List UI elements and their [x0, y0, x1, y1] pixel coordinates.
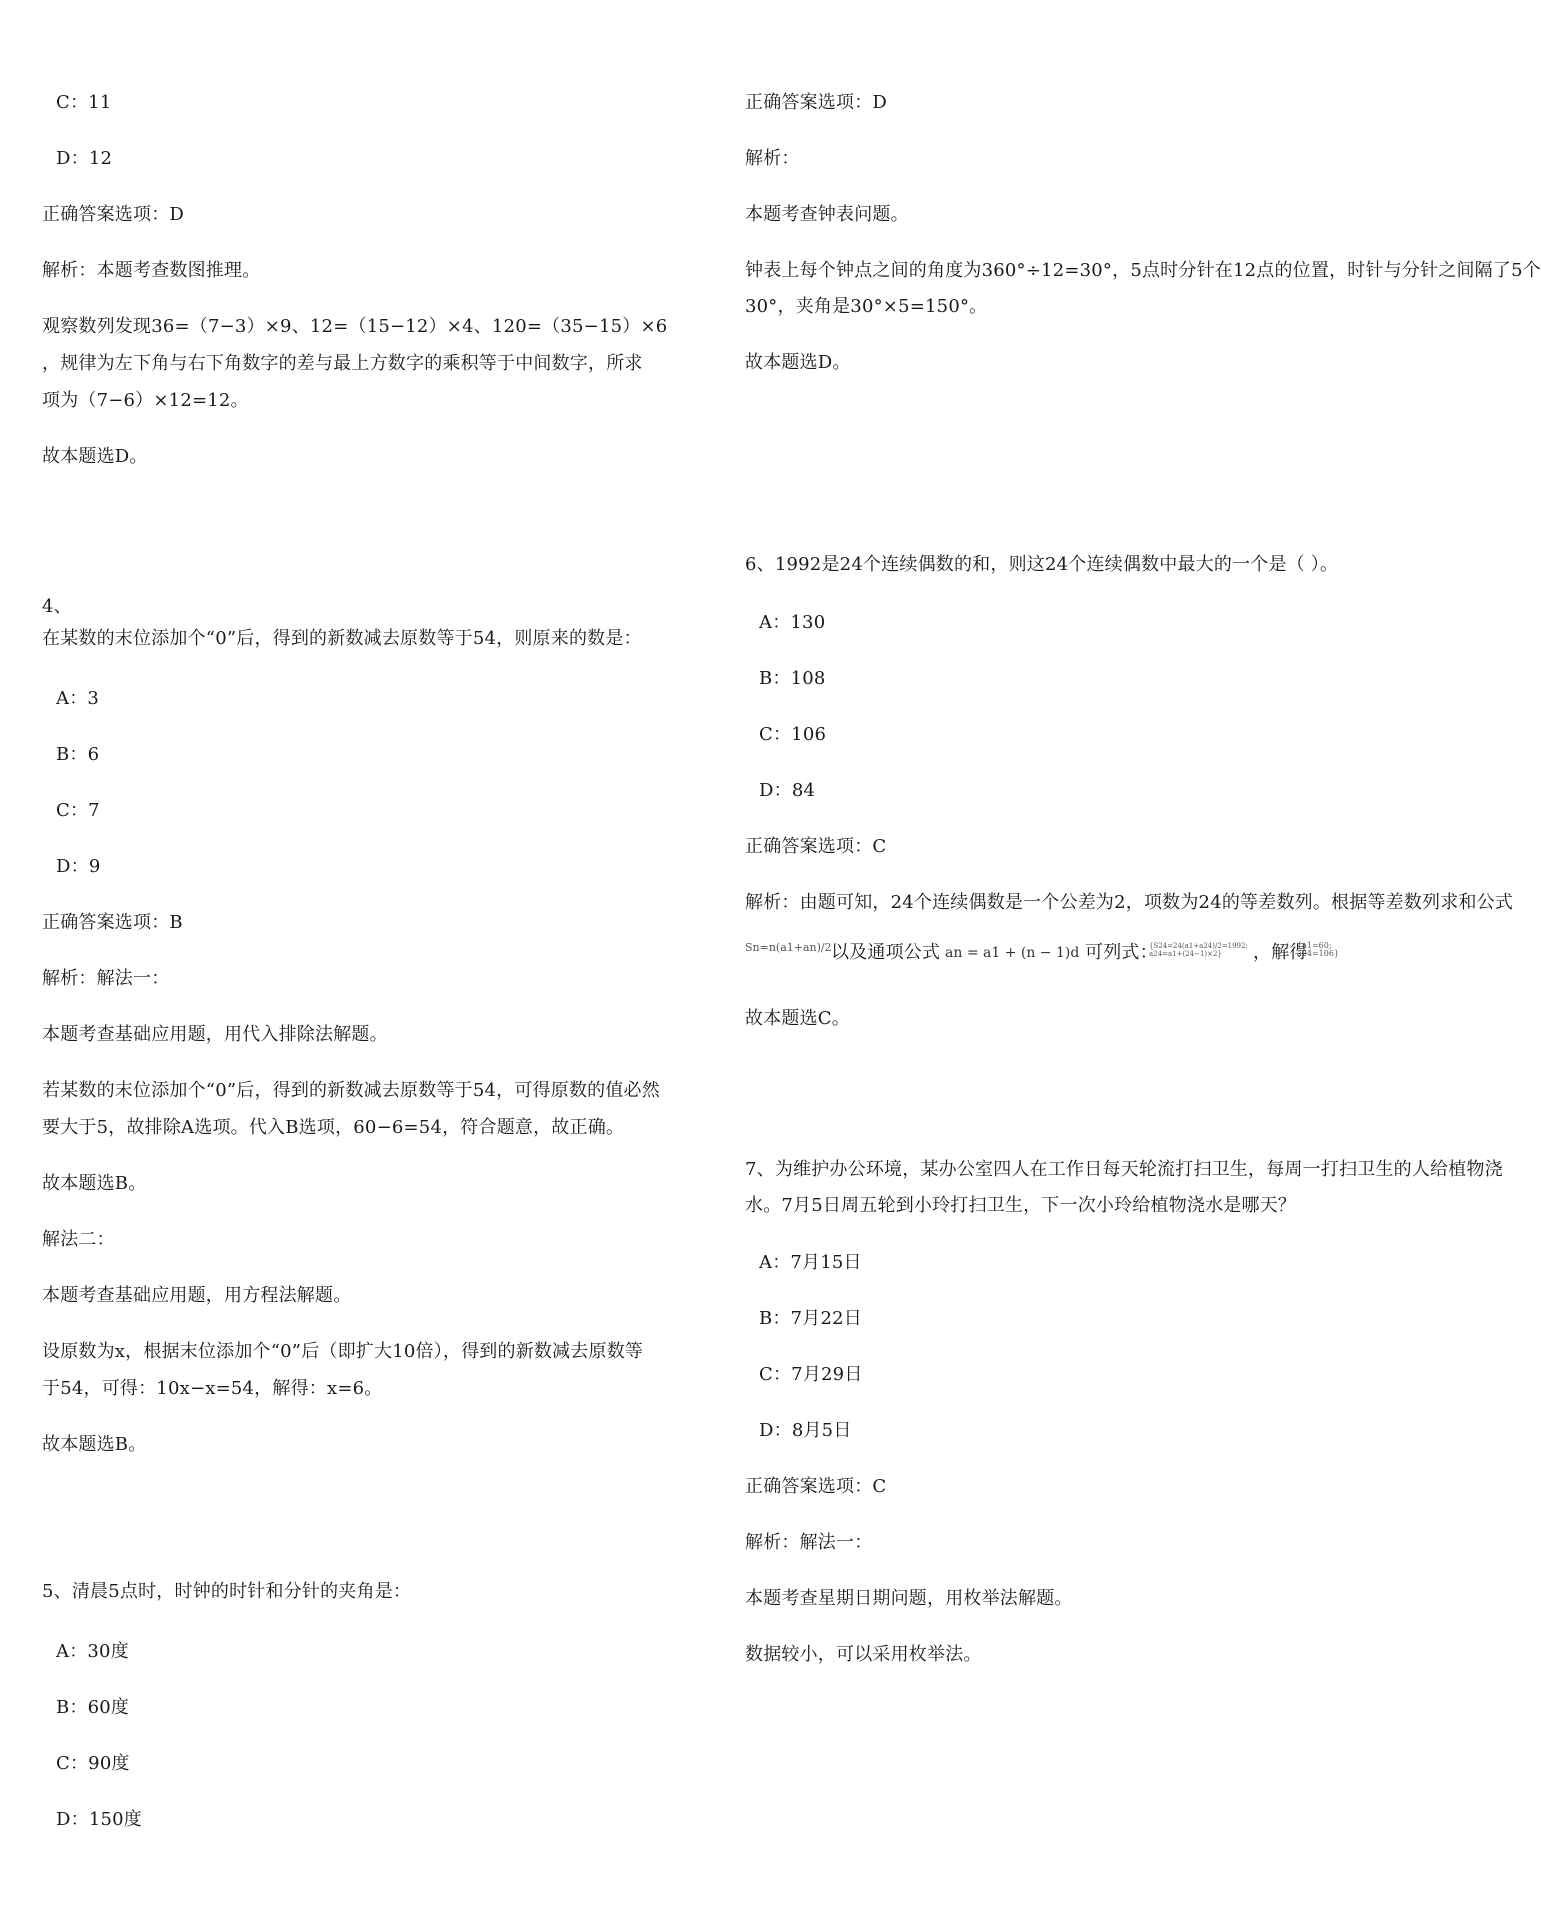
q4-method1-intro: 本题考查基础应用题，用代入排除法解题。	[42, 1024, 388, 1045]
q6-formula-system: {S24=24(a1+a24)/2=1992; a24=a1+(24−1)×2}	[1149, 942, 1248, 958]
q5-option-b: B：60度	[56, 1697, 130, 1718]
q7-method1-line1: 数据较小，可以采用枚举法。	[745, 1644, 982, 1665]
q4-method2-line2: 于54，可得：10x−x=54，解得：x=6。	[42, 1378, 383, 1399]
q3-analysis-title: 解析：本题考查数图推理。	[42, 260, 261, 281]
q4-stem: 在某数的末位添加个“0”后，得到的新数减去原数等于54，则原来的数是：	[42, 628, 642, 649]
q7-option-b: B：7月22日	[759, 1308, 862, 1329]
q3-analysis-line2: ，规律为左下角与右下角数字的差与最上方数字的乘积等于中间数字，所求	[42, 353, 643, 374]
q3-option-c: C：11	[56, 92, 112, 113]
q3-analysis-line1: 观察数列发现36=（7−3）×9、12=（15−12）×4、120=（35−15）×6	[42, 316, 668, 337]
q3-analysis-line3: 项为（7−6）×12=12。	[42, 390, 249, 411]
q7-option-d: D：8月5日	[759, 1420, 852, 1441]
q5-analysis-title: 解析：	[745, 148, 800, 169]
q4-method2-line1: 设原数为x，根据末位添加个“0”后（即扩大10倍），得到的新数减去原数等	[42, 1341, 644, 1362]
q4-answer: 正确答案选项：B	[42, 912, 183, 933]
q5-analysis-line1: 钟表上每个钟点之间的角度为360°÷12=30°，5点时分针在12点的位置，时针与分针之间隔了5个	[745, 260, 1541, 281]
q7-method1-title: 解析：解法一：	[745, 1532, 873, 1553]
q5-stem: 5、清晨5点时，时钟的时针和分针的夹角是：	[42, 1581, 412, 1602]
q5-option-d: D：150度	[56, 1809, 142, 1830]
q4-method1-line1: 若某数的末位添加个“0”后，得到的新数减去原数等于54，可得原数的值必然	[42, 1080, 660, 1101]
q4-method1-conclusion: 故本题选B。	[42, 1173, 147, 1194]
q7-option-c: C：7月29日	[759, 1364, 863, 1385]
q3-conclusion: 故本题选D。	[42, 446, 148, 467]
q6-formula-sum: Sn=n(a1+an)/2	[745, 941, 832, 954]
q4-method1-title: 解析：解法一：	[42, 968, 170, 989]
q7-option-a: A：7月15日	[759, 1252, 862, 1273]
q6-option-c: C：106	[759, 724, 827, 745]
q4-option-b: B：6	[56, 744, 100, 765]
q6-conclusion: 故本题选C。	[745, 1008, 850, 1029]
q6-text-solve: ，解得	[1253, 942, 1308, 963]
q5-analysis-line2: 30°，夹角是30°×5=150°。	[745, 296, 988, 317]
q4-number: 4、	[42, 596, 72, 617]
q6-answer: 正确答案选项：C	[745, 836, 887, 857]
q5-option-c: C：90度	[56, 1753, 130, 1774]
q6-option-b: B：108	[759, 668, 826, 689]
q7-stem-line2: 水。7月5日周五轮到小玲打扫卫生，下一次小玲给植物浇水是哪天？	[745, 1195, 1297, 1216]
q6-option-d: D：84	[759, 780, 816, 801]
q3-answer: 正确答案选项：D	[42, 204, 185, 225]
q7-stem-line1: 7、为维护办公环境，某办公室四人在工作日每天轮流打扫卫生，每周一打扫卫生的人给植物浇	[745, 1159, 1503, 1180]
q6-text-can-list: 可列式：	[1085, 942, 1158, 963]
q6-analysis-line1: 解析：由题可知，24个连续偶数是一个公差为2，项数为24的等差数列。根据等差数列求和公式	[745, 892, 1514, 913]
q6-formula-result: {a1=60; a24=106}	[1297, 941, 1340, 958]
q5-answer: 正确答案选项：D	[745, 92, 888, 113]
q5-conclusion: 故本题选D。	[745, 352, 851, 373]
q4-option-d: D：9	[56, 856, 101, 877]
q6-text-and-general: 以及通项公式	[831, 942, 941, 963]
q6-stem: 6、1992是24个连续偶数的和，则这24个连续偶数中最大的一个是（ ）。	[745, 554, 1339, 575]
q4-method2-conclusion: 故本题选B。	[42, 1434, 147, 1455]
q4-option-a: A：3	[56, 688, 100, 709]
q6-formula-general: an = a1 + (n − 1)d	[945, 945, 1080, 961]
q5-option-a: A：30度	[56, 1641, 129, 1662]
q3-option-d: D：12	[56, 148, 113, 169]
q4-method2-title: 解法二：	[42, 1229, 115, 1250]
q4-option-c: C：7	[56, 800, 100, 821]
q4-method1-line2: 要大于5，故排除A选项。代入B选项，60−6=54，符合题意，故正确。	[42, 1117, 625, 1138]
q7-method1-intro: 本题考查星期日期问题，用枚举法解题。	[745, 1588, 1073, 1609]
q6-option-a: A：130	[759, 612, 826, 633]
q5-analysis-intro: 本题考查钟表问题。	[745, 204, 909, 225]
q4-method2-intro: 本题考查基础应用题，用方程法解题。	[42, 1285, 352, 1306]
q7-answer: 正确答案选项：C	[745, 1476, 887, 1497]
